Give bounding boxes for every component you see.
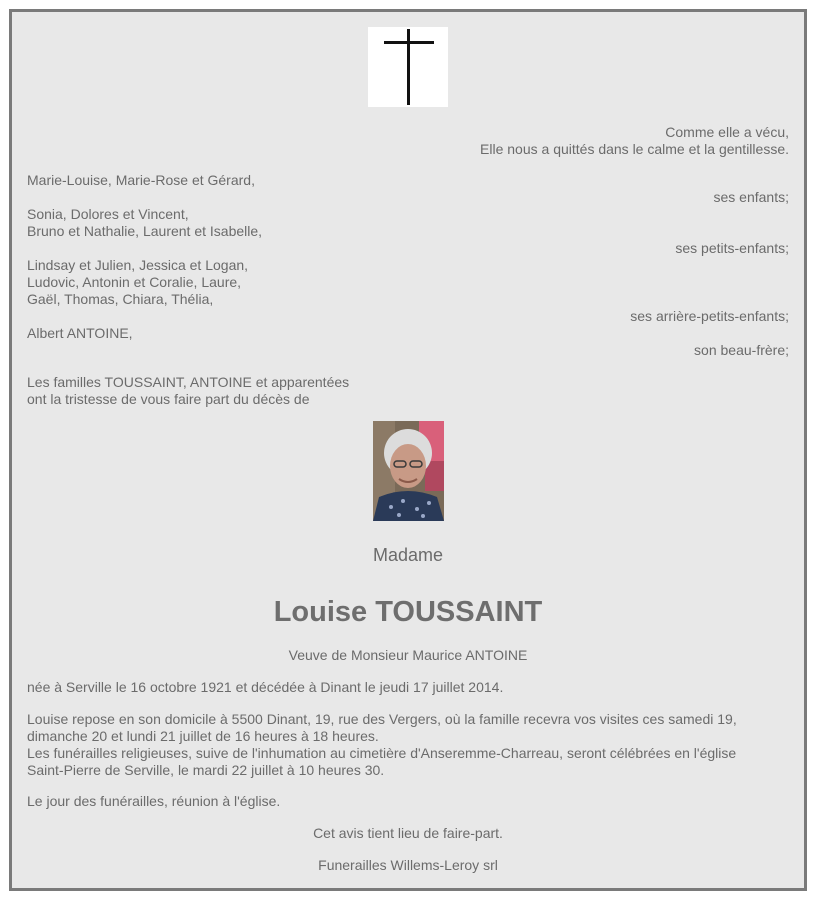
portrait-photo: [373, 421, 444, 521]
deceased-name: Louise TOUSSAINT: [273, 596, 543, 628]
visit-line-1: Louise repose en son domicile à 5500 Dinant, 19, rue des Vergers, où la famille recevra vos visites ces samedi 19,: [27, 711, 737, 727]
brotherinlaw-role: son beau-frère;: [694, 342, 789, 358]
details-paragraph: [27, 711, 787, 779]
epitaph-line-2: Elle nous a quittés dans le calme et la gentillesse.: [480, 141, 789, 157]
birth-death: née à Serville le 16 octobre 1921 et décédée à Dinant le jeudi 17 juillet 2014.: [27, 679, 504, 695]
visit-line-2: dimanche 20 et lundi 21 juillet de 16 heures à 18 heures.: [27, 728, 379, 744]
children-names: Marie-Louise, Marie-Rose et Gérard,: [27, 172, 255, 188]
children-role: ses enfants;: [713, 189, 789, 205]
greatgrandchildren-role: ses arrière-petits-enfants;: [630, 308, 789, 324]
epitaph-line-1: Comme elle a vécu,: [665, 124, 789, 140]
cross-icon: [368, 27, 448, 107]
funeral-home: Funerailles Willems-Leroy srl: [318, 857, 498, 873]
grandchildren-role: ses petits-enfants;: [675, 240, 789, 256]
funeral-line-1: Les funérailles religieuses, suive de l'inhumation au cimetière d'Anseremme-Charreau, seront célébrées en l'église: [27, 745, 737, 761]
announcement-line-2: ont la tristesse de vous faire part du décès de: [27, 391, 310, 407]
widow-of: Veuve de Monsieur Maurice ANTOINE: [288, 647, 528, 663]
honorific: Madame: [372, 545, 444, 565]
grandchildren-line-2: Bruno et Nathalie, Laurent et Isabelle,: [27, 223, 263, 239]
brotherinlaw-name: Albert ANTOINE,: [27, 325, 133, 341]
announcement-line-1: Les familles TOUSSAINT, ANTOINE et apparentées: [27, 374, 350, 390]
greatgrandchildren-line-3: Gaël, Thomas, Chiara, Thélia,: [27, 291, 214, 307]
funeral-line-2: Saint-Pierre de Serville, le mardi 22 juillet à 10 heures 30.: [27, 762, 385, 778]
greatgrandchildren-line-1: Lindsay et Julien, Jessica et Logan,: [27, 257, 249, 273]
obituary-frame: [9, 9, 807, 891]
faire-part-notice: Cet avis tient lieu de faire-part.: [313, 825, 503, 841]
greatgrandchildren-line-2: Ludovic, Antonin et Coralie, Laure,: [27, 274, 242, 290]
grandchildren-line-1: Sonia, Dolores et Vincent,: [27, 206, 189, 222]
gathering: Le jour des funérailles, réunion à l'église.: [27, 793, 281, 809]
